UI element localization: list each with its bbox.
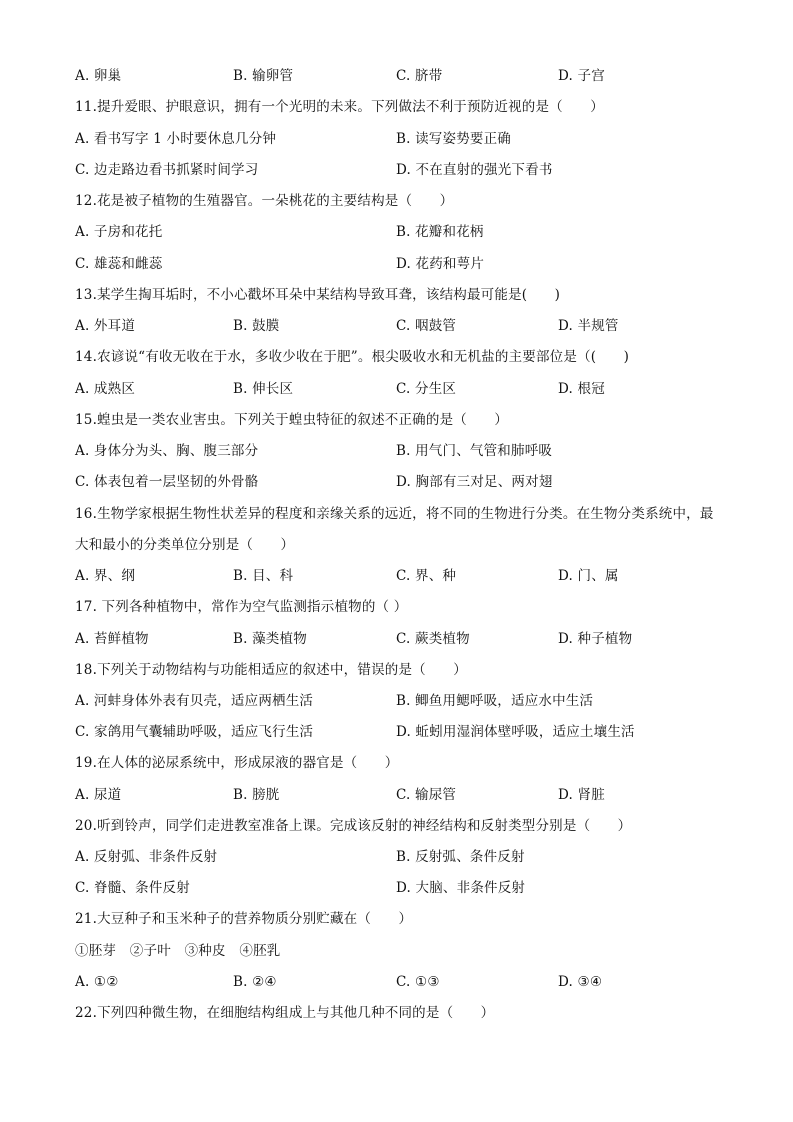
q15-stem: 15.蝗虫是一类农业害虫。下列关于蝗虫特征的叙述不正确的是（ ） xyxy=(75,412,509,428)
q20-option-a[interactable]: A. 反射弧、非条件反射 xyxy=(75,849,218,865)
q19-option-b[interactable]: B. 膀胱 xyxy=(233,787,280,803)
q17-options-row xyxy=(0,629,793,653)
q12-option-d[interactable]: D. 花药和萼片 xyxy=(396,256,485,272)
q13-stem: 13.某学生掏耳垢时，不小心戳坏耳朵中某结构导致耳聋，该结构最可能是( ) xyxy=(75,287,561,303)
q10-option-b[interactable]: B. 输卵管 xyxy=(233,68,294,84)
q11-option-b[interactable]: B. 读写姿势要正确 xyxy=(396,131,512,147)
q12-options-row-2 xyxy=(0,254,793,278)
q18-options-row-1 xyxy=(0,691,793,715)
q16-option-c[interactable]: C. 界、种 xyxy=(396,568,457,584)
q13-option-a[interactable]: A. 外耳道 xyxy=(75,318,136,334)
q12-option-b[interactable]: B. 花瓣和花柄 xyxy=(396,224,484,240)
q16-options-row xyxy=(0,566,793,590)
q16-option-d[interactable]: D. 门、属 xyxy=(558,568,619,584)
q19-options-row xyxy=(0,785,793,809)
q21-options-row xyxy=(0,972,793,996)
q17-stem: 17. 下列各种植物中，常作为空气监测指示植物的（ ） xyxy=(75,599,408,615)
q11-stem-row xyxy=(0,97,793,121)
q15-option-a[interactable]: A. 身体分为头、胸、腹三部分 xyxy=(75,443,259,459)
q15-option-d[interactable]: D. 胸部有三对足、两对翅 xyxy=(396,474,553,490)
q21-option-c[interactable]: C. ①③ xyxy=(396,974,440,990)
q19-option-c[interactable]: C. 输尿管 xyxy=(396,787,457,803)
q14-option-c[interactable]: C. 分生区 xyxy=(396,381,457,397)
q15-options-row-2 xyxy=(0,472,793,496)
q18-stem: 18.下列关于动物结构与功能相适应的叙述中，错误的是（ ） xyxy=(75,662,467,678)
q12-options-row-1 xyxy=(0,222,793,246)
q19-stem-row xyxy=(0,753,793,777)
q21-option-d[interactable]: D. ③④ xyxy=(558,974,603,990)
q18-option-c[interactable]: C. 家鸽用气囊辅助呼吸，适应飞行生活 xyxy=(75,724,314,740)
q18-option-b[interactable]: B. 鲫鱼用鳃呼吸，适应水中生活 xyxy=(396,693,594,709)
q16-stem-row-1 xyxy=(0,504,793,528)
q11-options-row-1 xyxy=(0,129,793,153)
q13-stem-row xyxy=(0,285,793,309)
q16-stem-line-1: 16.生物学家根据生物性状差异的程度和亲缘关系的远近，将不同的生物进行分类。在生物分类系统中，最 xyxy=(75,506,714,522)
q16-option-a[interactable]: A. 界、纲 xyxy=(75,568,136,584)
q14-options-row xyxy=(0,379,793,403)
q20-stem: 20.听到铃声，同学们走进教室准备上课。完成该反射的神经结构和反射类型分别是（ ） xyxy=(75,818,632,834)
q12-option-a[interactable]: A. 子房和花托 xyxy=(75,224,163,240)
q12-stem-row xyxy=(0,191,793,215)
q13-options-row xyxy=(0,316,793,340)
q22-stem-row xyxy=(0,1003,793,1027)
q14-stem-row xyxy=(0,347,793,371)
q18-stem-row xyxy=(0,660,793,684)
q14-stem: 14.农谚说“有收无收在于水，多收少收在于肥”。根尖吸收水和无机盐的主要部位是（( ) xyxy=(75,349,630,365)
q20-options-row-2 xyxy=(0,878,793,902)
q20-stem-row xyxy=(0,816,793,840)
q21-items: ①胚芽 ②子叶 ③种皮 ④胚乳 xyxy=(75,943,281,959)
q17-stem-row xyxy=(0,597,793,621)
q10-options-row xyxy=(0,66,793,90)
q13-option-d[interactable]: D. 半规管 xyxy=(558,318,619,334)
q18-option-a[interactable]: A. 河蚌身体外表有贝壳，适应两栖生活 xyxy=(75,693,314,709)
q15-stem-row xyxy=(0,410,793,434)
q21-option-a[interactable]: A. ①② xyxy=(75,974,119,990)
q12-option-c[interactable]: C. 雄蕊和雌蕊 xyxy=(75,256,163,272)
q15-options-row-1 xyxy=(0,441,793,465)
q11-option-a[interactable]: A. 看书写字 1 小时要休息几分钟 xyxy=(75,131,277,147)
q20-option-b[interactable]: B. 反射弧、条件反射 xyxy=(396,849,525,865)
q20-option-c[interactable]: C. 脊髓、条件反射 xyxy=(75,880,190,896)
q16-stem-line-2: 大和最小的分类单位分别是（ ） xyxy=(75,537,295,553)
q22-stem: 22.下列四种微生物，在细胞结构组成上与其他几种不同的是（ ） xyxy=(75,1005,495,1021)
q19-option-d[interactable]: D. 肾脏 xyxy=(558,787,605,803)
q21-items-row xyxy=(0,941,793,965)
q10-option-c[interactable]: C. 脐带 xyxy=(396,68,443,84)
q13-option-b[interactable]: B. 鼓膜 xyxy=(233,318,280,334)
q19-option-a[interactable]: A. 尿道 xyxy=(75,787,122,803)
q11-stem: 11.提升爱眼、护眼意识，拥有一个光明的未来。下列做法不利于预防近视的是（ ） xyxy=(75,99,604,115)
q18-options-row-2 xyxy=(0,722,793,746)
q18-option-d[interactable]: D. 蚯蚓用湿润体壁呼吸，适应土壤生活 xyxy=(396,724,635,740)
q17-option-c[interactable]: C. 蕨类植物 xyxy=(396,631,470,647)
q15-option-c[interactable]: C. 体表包着一层坚韧的外骨骼 xyxy=(75,474,259,490)
q16-stem-row-2 xyxy=(0,535,793,559)
q16-option-b[interactable]: B. 目、科 xyxy=(233,568,294,584)
q10-option-a[interactable]: A. 卵巢 xyxy=(75,68,122,84)
q11-option-c[interactable]: C. 边走路边看书抓紧时间学习 xyxy=(75,162,259,178)
q21-option-b[interactable]: B. ②④ xyxy=(233,974,277,990)
q11-option-d[interactable]: D. 不在直射的强光下看书 xyxy=(396,162,553,178)
q14-option-d[interactable]: D. 根冠 xyxy=(558,381,605,397)
q14-option-b[interactable]: B. 伸长区 xyxy=(233,381,294,397)
q17-option-b[interactable]: B. 藻类植物 xyxy=(233,631,307,647)
q14-option-a[interactable]: A. 成熟区 xyxy=(75,381,136,397)
q17-option-d[interactable]: D. 种子植物 xyxy=(558,631,633,647)
q12-stem: 12.花是被子植物的生殖器官。一朵桃花的主要结构是（ ） xyxy=(75,193,454,209)
q20-options-row-1 xyxy=(0,847,793,871)
q15-option-b[interactable]: B. 用气门、气管和肺呼吸 xyxy=(396,443,553,459)
q17-option-a[interactable]: A. 苔鲜植物 xyxy=(75,631,149,647)
q13-option-c[interactable]: C. 咽鼓管 xyxy=(396,318,457,334)
q20-option-d[interactable]: D. 大脑、非条件反射 xyxy=(396,880,526,896)
q19-stem: 19.在人体的泌尿系统中，形成尿液的器官是（ ） xyxy=(75,755,399,771)
q10-option-d[interactable]: D. 子宫 xyxy=(558,68,605,84)
q11-options-row-2 xyxy=(0,160,793,184)
q21-stem: 21.大豆种子和玉米种子的营养物质分别贮藏在（ ） xyxy=(75,911,413,927)
q21-stem-row xyxy=(0,909,793,933)
